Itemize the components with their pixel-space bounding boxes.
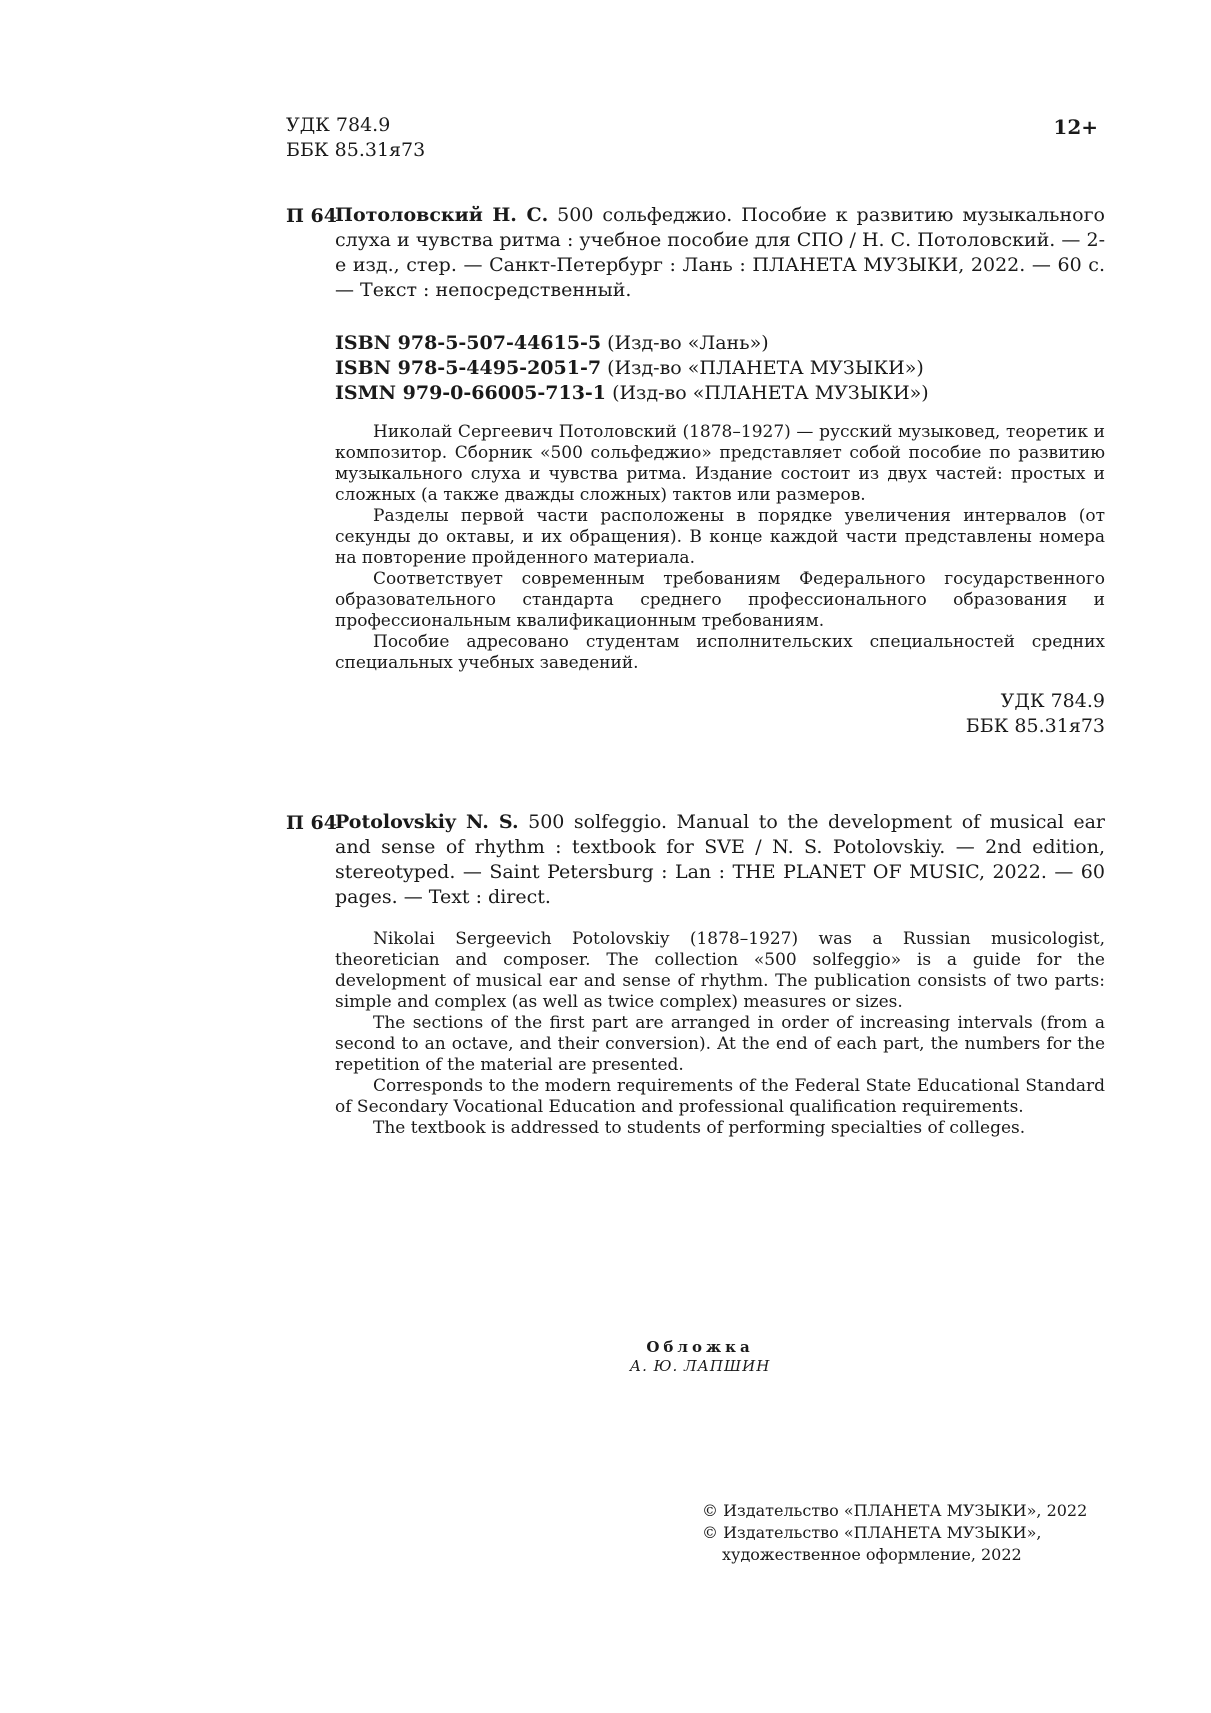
en-author: Potolovskiy N. S. <box>335 811 519 833</box>
en-author-code: П 64 <box>286 812 337 834</box>
en-annotation-paragraph: Corresponds to the modern requirements of the Federal State Educational Standard of Secondary Vocational Education and professional qualification requirements. <box>335 1076 1105 1117</box>
age-rating: 12+ <box>1053 115 1098 139</box>
ru-annotation-paragraph: Николай Сергеевич Потоловский (1878–1927) — русский музыковед, теоретик и композитор. Сборник «500 сольфеджио» представляет собой пособие по развитию музыкального слуха и чувства ритма. Издание состоит из двух частей: простых и сложных (а также дважды сложных) тактов или размеров. <box>335 422 1105 505</box>
en-annotation-paragraph: Nikolai Sergeevich Potolovskiy (1878–1927) was a Russian musicologist, theoretician and composer. The collection «500 solfeggio» is a guide for the development of musical ear and sense of rhythm. The publication consists of two parts: simple and complex (as well as twice complex) measures or sizes. <box>335 929 1105 1012</box>
en-annotation-paragraph: The textbook is addressed to students of performing specialties of colleges. <box>373 1118 1026 1138</box>
identifier-publisher: (Изд-во «ПЛАНЕТА МУЗЫКИ») <box>607 357 924 379</box>
identifier-publisher: (Изд-во «Лань») <box>607 332 769 354</box>
ru-annotation-paragraph: Разделы первой части расположены в порядке увеличения интервалов (от секунды до октавы, и их обращения). В конце каждой части представлены номера на повторение пройденного материала. <box>335 506 1105 568</box>
ru-annotation-paragraph: Соответствует современным требованиям Федерального государственного образовательного стандарта среднего профессионального образования и профессиональным квалификационным требованиям. <box>335 569 1105 631</box>
copyright-line: © Издательство «ПЛАНЕТА МУЗЫКИ», 2022 <box>702 1501 1088 1520</box>
cover-credit <box>570 1338 830 1376</box>
cover-label: Обложка <box>646 1338 754 1356</box>
identifier-publisher: (Изд-во «ПЛАНЕТА МУЗЫКИ») <box>612 382 929 404</box>
ru-bibliographic-entry <box>335 203 1105 303</box>
header-classification <box>286 113 425 163</box>
en-annotation <box>335 929 1105 1139</box>
copyright-line: © Издательство «ПЛАНЕТА МУЗЫКИ», <box>702 1523 1042 1542</box>
udk-code: УДК 784.9 <box>286 114 391 136</box>
bbk-code: ББК 85.31я73 <box>286 139 426 161</box>
identifier-code: ISMN 979-0-66005-713-1 <box>335 382 607 404</box>
en-entry-text: 500 solfeggio. Manual to the development of musical ear and sense of rhythm : textbook for SVE / N. S. Potolovskiy. — 2nd edition, stereotyped. — Saint Petersburg : Lan : THE PLANET OF MUSIC, 2022. — 60 pages. — Text : direct. <box>335 811 1106 908</box>
bbk-code-right: ББК 85.31я73 <box>965 715 1105 737</box>
ru-annotation-paragraph: Пособие адресовано студентам исполнительских специальностей средних специальных учебных заведений. <box>335 632 1105 673</box>
en-annotation-paragraph: The sections of the first part are arranged in order of increasing intervals (from a second to an octave, and their conversion). At the end of each part, the numbers for the repetition of the material are presented. <box>335 1013 1105 1075</box>
ru-entry-text: 500 сольфеджио. Пособие к развитию музыкального слуха и чувства ритма : учебное пособие для СПО / Н. С. Потоловский. — 2-е изд., стер. — Санкт-Петербург : Лань : ПЛАНЕТА МУЗЫКИ, 2022. — 60 с. — Текст : непосредственный. <box>335 204 1105 301</box>
copyright-line: художественное оформление, 2022 <box>722 1545 1022 1564</box>
udk-code-right: УДК 784.9 <box>1000 690 1105 712</box>
ru-author: Потоловский Н. С. <box>335 204 549 226</box>
ru-author-code: П 64 <box>286 205 337 227</box>
copyright-block <box>702 1500 1087 1566</box>
identifiers-list <box>335 331 929 406</box>
identifier-row <box>335 331 929 356</box>
cover-designer: А. Ю. ЛАПШИН <box>629 1357 771 1375</box>
identifier-row <box>335 356 929 381</box>
identifier-row <box>335 381 929 406</box>
classification-right <box>966 689 1105 739</box>
ru-annotation <box>335 422 1105 674</box>
en-bibliographic-entry <box>335 810 1105 910</box>
identifier-code: ISBN 978-5-4495-2051-7 <box>335 357 602 379</box>
identifier-code: ISBN 978-5-507-44615-5 <box>335 332 602 354</box>
